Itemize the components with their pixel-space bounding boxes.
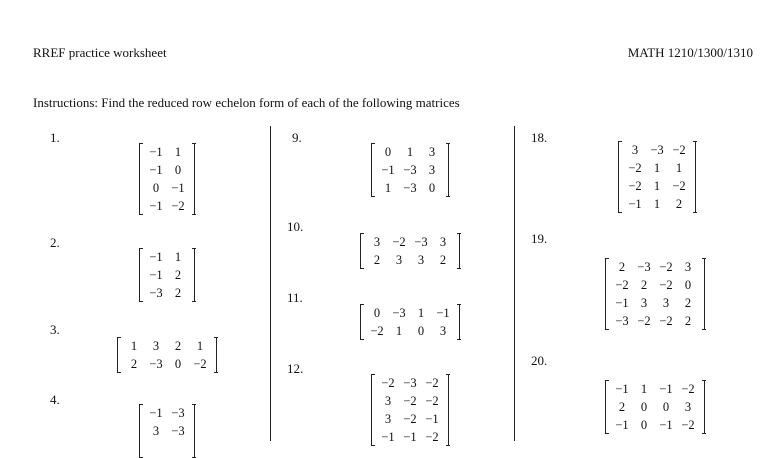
matrix-row	[145, 284, 189, 302]
problem-number: 19.	[531, 231, 548, 246]
matrix-entry: −2	[681, 382, 695, 396]
matrix-entry: −3	[403, 181, 417, 195]
matrix-entry: 1	[640, 382, 648, 396]
matrix-table	[611, 258, 699, 330]
matrix-entry: 1	[653, 161, 661, 175]
matrix-entry: 3	[439, 324, 447, 338]
matrix-entry: −2	[659, 314, 673, 328]
matrix-row	[624, 177, 690, 195]
matrix-row	[366, 251, 454, 269]
matrix-entry: 3	[428, 145, 436, 159]
matrix-entry: 3	[384, 412, 392, 426]
matrix-row	[377, 179, 443, 197]
matrix-table	[366, 233, 454, 269]
matrix-entry: 2	[174, 268, 182, 282]
matrix-entry: 3	[373, 235, 381, 249]
matrix-entry: −3	[650, 143, 664, 157]
matrix-row	[611, 312, 699, 330]
matrix-entry: 0	[640, 400, 648, 414]
matrix-row	[611, 294, 699, 312]
course-label: MATH 1210/1300/1310	[627, 45, 753, 60]
matrix-row	[611, 380, 699, 398]
matrix-row	[377, 161, 443, 179]
matrix-entry: 1	[174, 145, 182, 159]
matrix-entry: 1	[653, 179, 661, 193]
matrix	[360, 233, 460, 269]
matrix-entry: −1	[659, 418, 673, 432]
matrix-entry: 3	[631, 143, 639, 157]
matrix-entry: −1	[381, 430, 395, 444]
matrix-entry: −2	[659, 260, 673, 274]
matrix-entry: 3	[439, 235, 447, 249]
matrix-row	[145, 143, 189, 161]
matrix-row	[145, 404, 189, 422]
matrix-entry: −1	[149, 268, 163, 282]
instructions-text: Instructions: Find the reduced row echelon form of each of the following matrices	[33, 95, 460, 110]
matrix-entry: −2	[392, 235, 406, 249]
matrix-entry: −1	[381, 163, 395, 177]
matrix-row	[366, 233, 454, 251]
matrix-row	[377, 410, 443, 428]
matrix-entry: 2	[174, 339, 182, 353]
matrix-row	[624, 159, 690, 177]
matrix-row	[145, 440, 189, 458]
matrix-entry: −1	[149, 145, 163, 159]
matrix-entry	[145, 440, 167, 458]
matrix-entry: 2	[618, 260, 626, 274]
matrix-entry: −1	[171, 181, 185, 195]
matrix-entry: −3	[149, 357, 163, 371]
matrix-entry: −2	[672, 179, 686, 193]
matrix-entry: −2	[681, 418, 695, 432]
matrix-row	[123, 355, 211, 373]
matrix-table	[123, 337, 211, 373]
matrix-entry: 3	[152, 424, 160, 438]
matrix-row	[145, 161, 189, 179]
matrix-row	[624, 141, 690, 159]
matrix-row	[611, 398, 699, 416]
matrix-entry: −3	[171, 424, 185, 438]
matrix-row	[611, 258, 699, 276]
matrix	[117, 337, 217, 373]
matrix-entry: −1	[149, 199, 163, 213]
matrix-entry: 1	[174, 250, 182, 264]
matrix-row	[123, 337, 211, 355]
matrix-entry: 0	[373, 306, 381, 320]
matrix-entry: −3	[637, 260, 651, 274]
matrix-entry: −2	[171, 199, 185, 213]
matrix-entry: −1	[149, 163, 163, 177]
matrix-entry: 2	[675, 197, 683, 211]
matrix-entry: −2	[672, 143, 686, 157]
matrix-entry: −2	[628, 161, 642, 175]
matrix-entry: 3	[640, 296, 648, 310]
matrix-entry: −2	[403, 412, 417, 426]
matrix-entry: −1	[615, 296, 629, 310]
matrix-entry: 0	[417, 324, 425, 338]
matrix	[605, 380, 705, 434]
matrix-entry: 3	[662, 296, 670, 310]
problem-number: 1.	[50, 130, 60, 145]
problem-number: 9.	[292, 130, 302, 145]
problem-number: 11.	[287, 290, 303, 305]
matrix-entry: 0	[384, 145, 392, 159]
matrix-entry: −1	[615, 382, 629, 396]
matrix-entry: 0	[684, 278, 692, 292]
matrix-entry: −3	[392, 306, 406, 320]
matrix-entry: −3	[414, 235, 428, 249]
matrix-row	[145, 248, 189, 266]
matrix-entry: 1	[406, 145, 414, 159]
matrix-entry: −2	[193, 357, 207, 371]
matrix-entry: −3	[403, 376, 417, 390]
matrix-entry: −1	[628, 197, 642, 211]
matrix-entry: 1	[395, 324, 403, 338]
matrix-entry: −2	[659, 278, 673, 292]
matrix-table	[145, 248, 189, 302]
matrix	[371, 374, 449, 446]
problem-number: 10.	[287, 219, 304, 234]
matrix-entry: 2	[684, 314, 692, 328]
matrix	[371, 143, 449, 197]
matrix-entry: 1	[384, 181, 392, 195]
problem-number: 3.	[50, 322, 60, 337]
matrix	[618, 141, 696, 213]
matrix-entry: −2	[637, 314, 651, 328]
problem-number: 18.	[531, 130, 548, 145]
matrix-entry: 2	[640, 278, 648, 292]
matrix-entry: 3	[417, 253, 425, 267]
matrix-table	[145, 143, 189, 215]
matrix-row	[377, 392, 443, 410]
matrix-entry: −1	[149, 250, 163, 264]
matrix-entry: −2	[628, 179, 642, 193]
matrix-entry: −1	[149, 406, 163, 420]
matrix-entry: 0	[662, 400, 670, 414]
problem-number: 12.	[287, 361, 304, 376]
matrix	[139, 143, 195, 215]
column-divider-right	[514, 126, 515, 441]
matrix-row	[145, 179, 189, 197]
matrix-entry: 3	[395, 253, 403, 267]
matrix-entry: 1	[675, 161, 683, 175]
matrix-entry: 0	[428, 181, 436, 195]
matrix-entry: 1	[130, 339, 138, 353]
matrix-row	[145, 422, 189, 440]
matrix-row	[611, 416, 699, 434]
matrix-entry: 0	[152, 181, 160, 195]
problem-number: 2.	[50, 235, 60, 250]
matrix-entry: 2	[174, 286, 182, 300]
matrix-entry: 3	[152, 339, 160, 353]
matrix-entry: 0	[174, 357, 182, 371]
matrix-entry: −1	[425, 412, 439, 426]
matrix-table	[624, 141, 690, 213]
problem-number: 20.	[531, 353, 548, 368]
matrix-entry: −1	[436, 306, 450, 320]
matrix-entry: −1	[659, 382, 673, 396]
matrix-table	[611, 380, 699, 434]
matrix-table	[377, 374, 443, 446]
matrix-entry: 1	[417, 306, 425, 320]
matrix-entry: 3	[684, 260, 692, 274]
matrix-entry: −1	[403, 430, 417, 444]
matrix-entry: −3	[171, 406, 185, 420]
column-divider-left	[270, 126, 271, 441]
matrix-entry: −2	[425, 376, 439, 390]
matrix-entry: 2	[684, 296, 692, 310]
matrix-row	[366, 304, 454, 322]
matrix	[139, 248, 195, 302]
problem-number: 4.	[50, 392, 60, 407]
matrix-entry: −2	[615, 278, 629, 292]
matrix-entry: 0	[640, 418, 648, 432]
matrix-entry: −3	[403, 163, 417, 177]
matrix-table	[366, 304, 454, 340]
matrix-entry: 3	[384, 394, 392, 408]
matrix-entry: 2	[373, 253, 381, 267]
matrix-row	[611, 276, 699, 294]
matrix	[605, 258, 705, 330]
matrix-entry: −3	[149, 286, 163, 300]
matrix-table	[377, 143, 443, 197]
matrix-entry: 1	[196, 339, 204, 353]
matrix-row	[377, 143, 443, 161]
matrix-row	[377, 374, 443, 392]
matrix-entry: 3	[428, 163, 436, 177]
matrix-entry: −3	[615, 314, 629, 328]
matrix	[360, 304, 460, 340]
matrix-row	[145, 266, 189, 284]
matrix-entry: 1	[653, 197, 661, 211]
matrix-entry: −2	[381, 376, 395, 390]
matrix-entry	[167, 440, 189, 458]
matrix-row	[377, 428, 443, 446]
matrix-row	[145, 197, 189, 215]
matrix-row	[366, 322, 454, 340]
matrix-entry: 0	[174, 163, 182, 177]
matrix-entry: 2	[439, 253, 447, 267]
matrix-entry: −2	[403, 394, 417, 408]
matrix-entry: 3	[684, 400, 692, 414]
matrix-entry: −1	[615, 418, 629, 432]
matrix	[139, 404, 195, 458]
matrix-entry: −2	[370, 324, 384, 338]
matrix-entry: −2	[425, 430, 439, 444]
worksheet-title: RREF practice worksheet	[33, 45, 167, 60]
matrix-entry: −2	[425, 394, 439, 408]
matrix-row	[624, 195, 690, 213]
matrix-entry: 2	[618, 400, 626, 414]
matrix-table	[145, 404, 189, 458]
matrix-entry: 2	[130, 357, 138, 371]
